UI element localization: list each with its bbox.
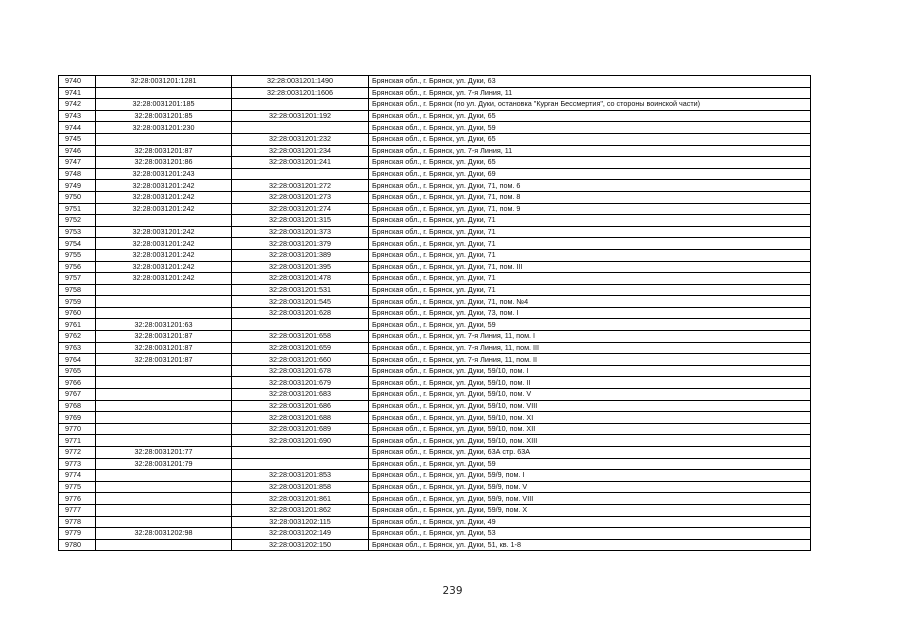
address-cell: Брянская обл., г. Брянск, ул. Дуки, 63 [369, 76, 811, 88]
parcel-number-cell [96, 284, 232, 296]
address-cell: Брянская обл., г. Брянск, ул. Дуки, 71, пом. №4 [369, 296, 811, 308]
parcel-number-cell [96, 423, 232, 435]
address-cell: Брянская обл., г. Брянск, ул. Дуки, 59 [369, 122, 811, 134]
row-number-cell: 9761 [59, 319, 96, 331]
building-number-cell: 32:28:0031201:858 [232, 481, 369, 493]
parcel-number-cell [96, 365, 232, 377]
table-row [59, 261, 811, 273]
row-number-cell: 9767 [59, 389, 96, 401]
address-cell: Брянская обл., г. Брянск, ул. Дуки, 65 [369, 157, 811, 169]
parcel-number-cell: 32:28:0031201:87 [96, 354, 232, 366]
building-number-cell: 32:28:0031201:679 [232, 377, 369, 389]
row-number-cell: 9779 [59, 528, 96, 540]
table-row [59, 354, 811, 366]
row-number-cell: 9746 [59, 145, 96, 157]
address-cell: Брянская обл., г. Брянск, ул. Дуки, 59/10, пом. XIII [369, 435, 811, 447]
row-number-cell: 9752 [59, 215, 96, 227]
parcel-number-cell: 32:28:0031201:87 [96, 145, 232, 157]
row-number-cell: 9765 [59, 365, 96, 377]
table-row [59, 423, 811, 435]
building-number-cell: 32:28:0031201:274 [232, 203, 369, 215]
table-row [59, 122, 811, 134]
building-number-cell: 32:28:0031201:689 [232, 423, 369, 435]
parcel-number-cell: 32:28:0031201:242 [96, 203, 232, 215]
row-number-cell: 9776 [59, 493, 96, 505]
row-number-cell: 9763 [59, 342, 96, 354]
address-cell: Брянская обл., г. Брянск, ул. Дуки, 65 [369, 133, 811, 145]
table-row [59, 504, 811, 516]
address-cell: Брянская обл., г. Брянск (по ул. Дуки, остановка "Курган Бессмертия", со стороны воинской части) [369, 99, 811, 111]
parcel-number-cell: 32:28:0031201:87 [96, 331, 232, 343]
address-cell: Брянская обл., г. Брянск, ул. Дуки, 59/10, пом. VIII [369, 400, 811, 412]
row-number-cell: 9762 [59, 331, 96, 343]
building-number-cell [232, 458, 369, 470]
building-number-cell: 32:28:0031202:149 [232, 528, 369, 540]
building-number-cell: 32:28:0031201:379 [232, 238, 369, 250]
row-number-cell: 9774 [59, 470, 96, 482]
parcel-number-cell: 32:28:0031201:79 [96, 458, 232, 470]
building-number-cell: 32:28:0031201:531 [232, 284, 369, 296]
table-row [59, 470, 811, 482]
page-number: 239 [442, 585, 463, 597]
row-number-cell: 9757 [59, 273, 96, 285]
table-row [59, 516, 811, 528]
building-number-cell: 32:28:0031201:395 [232, 261, 369, 273]
table-row [59, 238, 811, 250]
address-cell: Брянская обл., г. Брянск, ул. Дуки, 73, пом. I [369, 307, 811, 319]
table-row [59, 342, 811, 354]
address-cell: Брянская обл., г. Брянск, ул. Дуки, 71, пом. 6 [369, 180, 811, 192]
parcel-number-cell: 32:28:0031202:98 [96, 528, 232, 540]
building-number-cell: 32:28:0031201:273 [232, 191, 369, 203]
parcel-number-cell [96, 516, 232, 528]
row-number-cell: 9773 [59, 458, 96, 470]
table-row [59, 400, 811, 412]
address-cell: Брянская обл., г. Брянск, ул. Дуки, 71, пом. III [369, 261, 811, 273]
table-row [59, 412, 811, 424]
parcel-number-cell: 32:28:0031201:242 [96, 226, 232, 238]
parcel-number-cell [96, 389, 232, 401]
table-row [59, 481, 811, 493]
row-number-cell: 9766 [59, 377, 96, 389]
building-number-cell: 32:28:0031201:683 [232, 389, 369, 401]
parcel-number-cell: 32:28:0031201:242 [96, 261, 232, 273]
parcel-number-cell [96, 481, 232, 493]
address-cell: Брянская обл., г. Брянск, ул. Дуки, 59/10, пом. II [369, 377, 811, 389]
parcel-number-cell [96, 377, 232, 389]
row-number-cell: 9755 [59, 249, 96, 261]
row-number-cell: 9745 [59, 133, 96, 145]
building-number-cell: 32:28:0031201:192 [232, 110, 369, 122]
table-row [59, 435, 811, 447]
table-row [59, 273, 811, 285]
building-number-cell [232, 447, 369, 459]
address-cell: Брянская обл., г. Брянск, ул. Дуки, 59 [369, 319, 811, 331]
row-number-cell: 9770 [59, 423, 96, 435]
building-number-cell [232, 122, 369, 134]
parcel-number-cell: 32:28:0031201:77 [96, 447, 232, 459]
building-number-cell: 32:28:0031202:115 [232, 516, 369, 528]
row-number-cell: 9750 [59, 191, 96, 203]
parcel-number-cell: 32:28:0031201:87 [96, 342, 232, 354]
row-number-cell: 9769 [59, 412, 96, 424]
address-cell: Брянская обл., г. Брянск, ул. Дуки, 63А стр. 63А [369, 447, 811, 459]
building-number-cell: 32:28:0031201:658 [232, 331, 369, 343]
address-cell: Брянская обл., г. Брянск, ул. Дуки, 71 [369, 249, 811, 261]
parcel-number-cell [96, 435, 232, 447]
row-number-cell: 9771 [59, 435, 96, 447]
row-number-cell: 9768 [59, 400, 96, 412]
row-number-cell: 9772 [59, 447, 96, 459]
building-number-cell: 32:28:0031201:690 [232, 435, 369, 447]
row-number-cell: 9753 [59, 226, 96, 238]
building-number-cell: 32:28:0031201:234 [232, 145, 369, 157]
parcel-number-cell [96, 296, 232, 308]
building-number-cell: 32:28:0031201:853 [232, 470, 369, 482]
row-number-cell: 9775 [59, 481, 96, 493]
building-number-cell: 32:28:0031202:150 [232, 539, 369, 551]
table-row [59, 284, 811, 296]
table-row [59, 249, 811, 261]
row-number-cell: 9747 [59, 157, 96, 169]
address-cell: Брянская обл., г. Брянск, ул. Дуки, 59/10, пом. I [369, 365, 811, 377]
address-cell: Брянская обл., г. Брянск, ул. 7-я Линия, 11, пом. I [369, 331, 811, 343]
row-number-cell: 9759 [59, 296, 96, 308]
table-row [59, 110, 811, 122]
row-number-cell: 9760 [59, 307, 96, 319]
parcel-number-cell: 32:28:0031201:242 [96, 191, 232, 203]
parcel-number-cell: 32:28:0031201:1281 [96, 76, 232, 88]
parcel-number-cell [96, 412, 232, 424]
parcel-number-cell [96, 215, 232, 227]
table-row [59, 203, 811, 215]
parcel-number-cell: 32:28:0031201:85 [96, 110, 232, 122]
table-row [59, 539, 811, 551]
row-number-cell: 9780 [59, 539, 96, 551]
table-body [59, 76, 811, 551]
table-row [59, 319, 811, 331]
address-cell: Брянская обл., г. Брянск, ул. Дуки, 59/10, пом. V [369, 389, 811, 401]
building-number-cell: 32:28:0031201:545 [232, 296, 369, 308]
table-row [59, 458, 811, 470]
address-cell: Брянская обл., г. Брянск, ул. Дуки, 59/9, пом. VIII [369, 493, 811, 505]
address-cell: Брянская обл., г. Брянск, ул. Дуки, 53 [369, 528, 811, 540]
address-cell: Брянская обл., г. Брянск, ул. Дуки, 65 [369, 110, 811, 122]
table-row [59, 528, 811, 540]
building-number-cell: 32:28:0031201:628 [232, 307, 369, 319]
building-number-cell [232, 168, 369, 180]
row-number-cell: 9741 [59, 87, 96, 99]
table-row [59, 99, 811, 111]
building-number-cell: 32:28:0031201:686 [232, 400, 369, 412]
building-number-cell: 32:28:0031201:272 [232, 180, 369, 192]
address-cell: Брянская обл., г. Брянск, ул. Дуки, 71 [369, 284, 811, 296]
parcel-number-cell: 32:28:0031201:242 [96, 273, 232, 285]
parcel-number-cell [96, 307, 232, 319]
parcel-number-cell: 32:28:0031201:86 [96, 157, 232, 169]
address-cell: Брянская обл., г. Брянск, ул. Дуки, 59 [369, 458, 811, 470]
address-cell: Брянская обл., г. Брянск, ул. 7-я Линия, 11 [369, 145, 811, 157]
row-number-cell: 9764 [59, 354, 96, 366]
building-number-cell: 32:28:0031201:1490 [232, 76, 369, 88]
address-cell: Брянская обл., г. Брянск, ул. Дуки, 71 [369, 226, 811, 238]
parcel-number-cell [96, 470, 232, 482]
address-cell: Брянская обл., г. Брянск, ул. Дуки, 71 [369, 215, 811, 227]
parcel-number-cell: 32:28:0031201:185 [96, 99, 232, 111]
building-number-cell: 32:28:0031201:478 [232, 273, 369, 285]
building-number-cell: 32:28:0031201:232 [232, 133, 369, 145]
parcel-number-cell: 32:28:0031201:242 [96, 238, 232, 250]
table-row [59, 226, 811, 238]
row-number-cell: 9742 [59, 99, 96, 111]
table-row [59, 133, 811, 145]
address-cell: Брянская обл., г. Брянск, ул. 7-я Линия, 11 [369, 87, 811, 99]
row-number-cell: 9754 [59, 238, 96, 250]
building-number-cell: 32:28:0031201:861 [232, 493, 369, 505]
building-number-cell: 32:28:0031201:659 [232, 342, 369, 354]
row-number-cell: 9743 [59, 110, 96, 122]
table-row [59, 447, 811, 459]
table-row [59, 157, 811, 169]
row-number-cell: 9748 [59, 168, 96, 180]
address-cell: Брянская обл., г. Брянск, ул. Дуки, 71 [369, 238, 811, 250]
table-row [59, 191, 811, 203]
parcel-number-cell: 32:28:0031201:243 [96, 168, 232, 180]
address-cell: Брянская обл., г. Брянск, ул. 7-я Линия, 11, пом. II [369, 354, 811, 366]
table-row [59, 493, 811, 505]
table-row [59, 377, 811, 389]
row-number-cell: 9778 [59, 516, 96, 528]
table-row [59, 389, 811, 401]
address-cell: Брянская обл., г. Брянск, ул. Дуки, 59/9, пом. V [369, 481, 811, 493]
data-table [58, 75, 811, 551]
table-row [59, 180, 811, 192]
address-cell: Брянская обл., г. Брянск, ул. Дуки, 51, кв. 1-8 [369, 539, 811, 551]
table-row [59, 365, 811, 377]
address-cell: Брянская обл., г. Брянск, ул. Дуки, 71, пом. 9 [369, 203, 811, 215]
row-number-cell: 9749 [59, 180, 96, 192]
parcel-number-cell: 32:28:0031201:230 [96, 122, 232, 134]
address-cell: Брянская обл., г. Брянск, ул. Дуки, 49 [369, 516, 811, 528]
building-number-cell: 32:28:0031201:688 [232, 412, 369, 424]
row-number-cell: 9751 [59, 203, 96, 215]
parcel-number-cell [96, 87, 232, 99]
building-number-cell: 32:28:0031201:678 [232, 365, 369, 377]
building-number-cell: 32:28:0031201:660 [232, 354, 369, 366]
parcel-number-cell [96, 504, 232, 516]
row-number-cell: 9740 [59, 76, 96, 88]
parcel-number-cell [96, 493, 232, 505]
building-number-cell: 32:28:0031201:862 [232, 504, 369, 516]
building-number-cell [232, 99, 369, 111]
parcel-number-cell: 32:28:0031201:242 [96, 249, 232, 261]
table-row [59, 307, 811, 319]
table-row [59, 215, 811, 227]
parcel-number-cell: 32:28:0031201:63 [96, 319, 232, 331]
building-number-cell: 32:28:0031201:389 [232, 249, 369, 261]
building-number-cell: 32:28:0031201:315 [232, 215, 369, 227]
address-cell: Брянская обл., г. Брянск, ул. Дуки, 71 [369, 273, 811, 285]
table-row [59, 168, 811, 180]
address-cell: Брянская обл., г. Брянск, ул. Дуки, 71, пом. 8 [369, 191, 811, 203]
row-number-cell: 9758 [59, 284, 96, 296]
building-number-cell [232, 319, 369, 331]
table-row [59, 87, 811, 99]
row-number-cell: 9777 [59, 504, 96, 516]
parcel-number-cell [96, 400, 232, 412]
table-row [59, 296, 811, 308]
row-number-cell: 9744 [59, 122, 96, 134]
parcel-number-cell [96, 539, 232, 551]
parcel-number-cell [96, 133, 232, 145]
address-cell: Брянская обл., г. Брянск, ул. Дуки, 69 [369, 168, 811, 180]
building-number-cell: 32:28:0031201:1606 [232, 87, 369, 99]
building-number-cell: 32:28:0031201:373 [232, 226, 369, 238]
building-number-cell: 32:28:0031201:241 [232, 157, 369, 169]
address-cell: Брянская обл., г. Брянск, ул. Дуки, 59/9, пом. X [369, 504, 811, 516]
table-row [59, 76, 811, 88]
row-number-cell: 9756 [59, 261, 96, 273]
address-cell: Брянская обл., г. Брянск, ул. Дуки, 59/10, пом. XII [369, 423, 811, 435]
parcel-number-cell: 32:28:0031201:242 [96, 180, 232, 192]
table-row [59, 331, 811, 343]
address-cell: Брянская обл., г. Брянск, ул. 7-я Линия, 11, пом. III [369, 342, 811, 354]
address-cell: Брянская обл., г. Брянск, ул. Дуки, 59/10, пом. XI [369, 412, 811, 424]
table-row [59, 145, 811, 157]
address-cell: Брянская обл., г. Брянск, ул. Дуки, 59/9, пом. I [369, 470, 811, 482]
